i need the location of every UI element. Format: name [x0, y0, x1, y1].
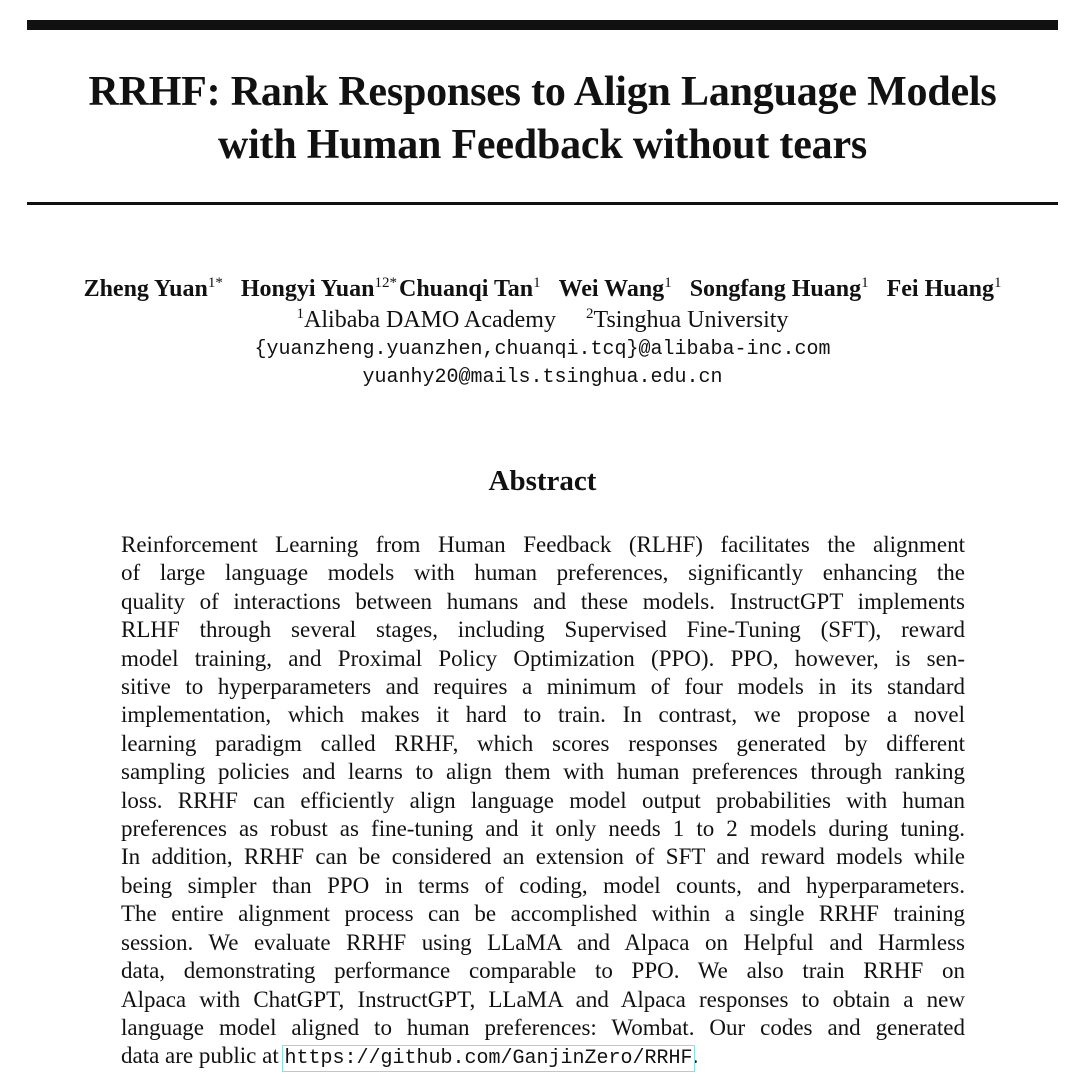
abstract-line: RLHF through several stages, including Supervised Fine-Tuning (SFT), reward — [121, 617, 965, 643]
abstract-line: sampling policies and learns to align them with human preferences through ranking — [121, 759, 965, 785]
abstract-heading: Abstract — [488, 465, 597, 497]
abstract-last-prefix: data are public at — [121, 1043, 285, 1069]
abstract-line: of large language models with human preferences, significantly enhancing the — [121, 560, 965, 586]
affiliation-name: Alibaba DAMO Academy — [304, 307, 556, 333]
author-affil-mark: 1 — [993, 275, 1002, 291]
abstract-line: learning paradigm called RRHF, which scores responses generated by different — [121, 730, 965, 756]
title-bottom-rule — [27, 202, 1058, 205]
abstract-line: language model aligned to human preferences: Wombat. Our codes and generated — [121, 1014, 965, 1040]
author-name: Songfang Huang — [689, 276, 862, 302]
abstract-line: implementation, which makes it hard to train. In contrast, we propose a novel — [121, 702, 965, 728]
title-top-rule — [27, 20, 1058, 30]
abstract-last-suffix: . — [692, 1043, 699, 1069]
title-line-2: with Human Feedback without tears — [217, 122, 868, 168]
abstract-line: preferences as robust as fine-tuning and it only needs 1 to 2 models during tuning. — [121, 816, 965, 842]
title-line-1: RRHF: Rank Responses to Align Language Models — [88, 69, 997, 115]
abstract-line: The entire alignment process can be accomplished within a single RRHF training — [121, 901, 965, 927]
author-songfang-huang — [690, 276, 869, 302]
abstract-line: Alpaca with ChatGPT, InstructGPT, LLaMA and Alpaca responses to obtain a new — [121, 986, 965, 1012]
author-zheng-yuan — [84, 276, 223, 302]
abstract-line: being simpler than PPO in terms of coding, model counts, and hyperparameters. — [121, 872, 965, 898]
abstract-line: loss. RRHF can efficiently align language model output probabilities with human — [121, 787, 965, 813]
email-tsinghua: yuanhy20@mails.tsinghua.edu.cn — [362, 366, 723, 389]
author-affil-mark: 1* — [207, 275, 223, 291]
author-chuanqi-tan — [399, 276, 541, 302]
abstract-line: Reinforcement Learning from Human Feedback (RLHF) facilitates the alignment — [121, 532, 965, 557]
author-list — [27, 274, 1058, 304]
author-wei-wang — [559, 276, 672, 302]
email-alibaba: {yuanzheng.yuanzhen,chuanqi.tcq}@alibaba-inc.com — [254, 338, 831, 361]
affiliation-name: Tsinghua University — [593, 307, 789, 333]
author-affil-mark: 1 — [861, 275, 869, 291]
abstract-line: quality of interactions between humans and these models. InstructGPT implements — [121, 588, 965, 614]
abstract-line: model training, and Proximal Policy Optimization (PPO). PPO, however, is sen- — [121, 645, 965, 671]
author-name: Chuanqi Tan — [398, 276, 534, 302]
author-fei-huang — [887, 276, 1002, 302]
abstract-line: data, demonstrating performance comparable to PPO. We also train RRHF on — [121, 958, 965, 984]
abstract-body — [121, 531, 965, 1074]
abstract-last-line — [121, 1042, 965, 1073]
affiliation-tsinghua — [586, 307, 788, 333]
author-affil-mark: 1 — [533, 275, 541, 291]
affiliation-mark: 2 — [585, 306, 594, 322]
affiliation-alibaba — [297, 307, 556, 333]
author-affil-mark: 1 — [664, 275, 672, 291]
author-name: Wei Wang — [558, 276, 665, 302]
paper-title — [27, 66, 1058, 172]
code-repo-link[interactable]: https://github.com/GanjinZero/RRHF — [284, 1047, 693, 1071]
abstract-line: session. We evaluate RRHF using LLaMA and Alpaca on Helpful and Harmless — [121, 929, 965, 955]
author-affil-mark: 12* — [374, 275, 397, 291]
affiliation-mark: 1 — [296, 306, 305, 322]
abstract-line: sitive to hyperparameters and requires a minimum of four models in its standard — [121, 674, 965, 700]
author-name: Fei Huang — [886, 276, 994, 302]
abstract-line: In addition, RRHF can be considered an extension of SFT and reward models while — [121, 844, 965, 870]
author-name: Hongyi Yuan — [240, 276, 375, 302]
author-hongyi-yuan — [241, 276, 397, 302]
author-name: Zheng Yuan — [83, 276, 208, 302]
affiliations — [27, 305, 1058, 335]
